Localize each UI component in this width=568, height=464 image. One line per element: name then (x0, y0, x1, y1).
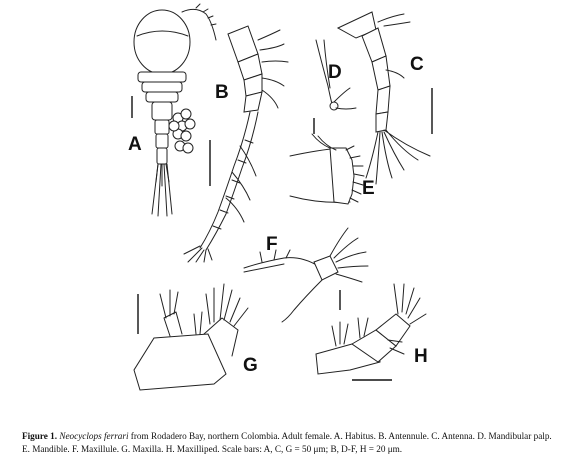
maxilliped-drawing (316, 284, 426, 374)
panel-label-f: F (266, 234, 278, 255)
panel-label-h: H (414, 346, 428, 367)
maxilla-drawing (134, 284, 248, 390)
panel-label-b: B (215, 82, 229, 103)
panel-label-e: E (362, 178, 375, 199)
panel-label-d: D (328, 62, 342, 83)
habitus-drawing (134, 4, 216, 216)
antenna-drawing (338, 12, 430, 184)
figure-number: Figure 1. (22, 431, 58, 441)
panel-label-a: A (128, 134, 142, 155)
caption-line-1 (22, 430, 558, 443)
maxillule-drawing (244, 228, 368, 322)
figure-caption (22, 430, 558, 456)
panel-label-c: C (410, 54, 424, 75)
antennule-drawing (184, 26, 288, 262)
species-name: Neocyclops ferrari (59, 431, 129, 441)
mandible-drawing (290, 134, 364, 204)
panel-label-g: G (243, 355, 258, 376)
caption-line-2: E. Mandible. F. Maxillule. G. Maxilla. H. Maxilliped. Scale bars: A, C, G = 50 μm; B, D-F, H = 20 μm. (22, 444, 403, 454)
caption-line-1-text: from Rodadero Bay, northern Colombia. Adult female. A. Habitus. B. Antennule. C. Antenna. D. Mandibular palp. (128, 431, 552, 441)
